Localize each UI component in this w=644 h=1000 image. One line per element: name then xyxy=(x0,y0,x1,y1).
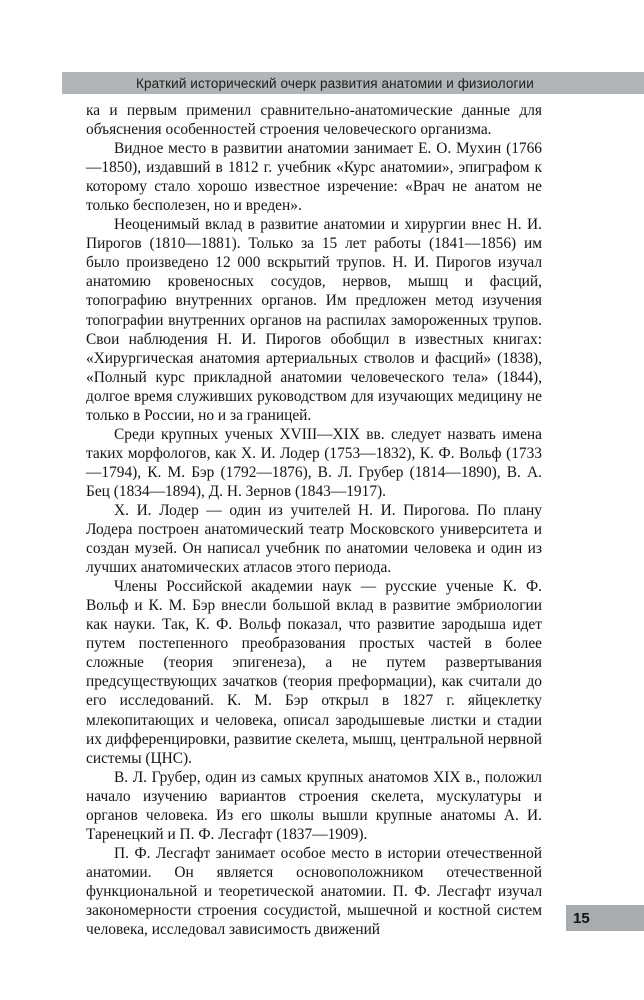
page-body xyxy=(86,101,542,939)
paragraph: Члены Российской академии наук — русские ученые К. Ф. Вольф и К. М. Бэр внесли большой вклад в развитие эмбриологии как науки. Так, К. Ф. Вольф показал, что развитие зародыша идет путем постепенного преобразования простых частей в более сложные (теория эпигенеза), а не путем развертывания предсуществующих зачатков (теория преформации), как считали до его исследований. К. М. Бэр открыл в 1827 г. яйцеклетку млекопитающих и человека, описал зародышевые листки и стадии их дифференцировки, развитие скелета, мышц, центральной нервной системы (ЦНС). xyxy=(86,578,542,767)
paragraph: Среди крупных ученых XVIII—XIX вв. следует назвать имена таких морфологов, как Х. И. Лодер (1753—1832), К. Ф. Вольф (1733—1794), К. М. Бэр (1792—1876), В. Л. Грубер (1814—1890), В. А. Бец (1834—1894), Д. Н. Зернов (1843—1917). xyxy=(86,425,542,500)
paragraph: Неоценимый вклад в развитие анатомии и хирургии внес Н. И. Пирогов (1810—1881). Только за 15 лет работы (1841—1856) им было произведено 12 000 вскрытий трупов. Н. И. Пирогов изучал анатомию кровеносных сосудов, нервов, мышц и фасций, топографию внутренних органов. Им предложен метод изучения топографии внутренних органов на распилах замороженных трупов. Свои наблюдения Н. И. Пирогов обобщил в известных книгах: «Хирургическая анатомия артериальных стволов и фасций» (1838), «Полный курс прикладной анатомии человеческого тела» (1844), долгое время служивших руководством для изучающих медицину не только в России, но и за границей. xyxy=(86,216,542,424)
paragraph: Х. И. Лодер — один из учителей Н. И. Пирогова. По плану Лодера построен анатомический театр Московского университета и создан музей. Он написал учебник по анатомии человека и один из лучших анатомических атласов этого периода. xyxy=(86,501,542,577)
running-header xyxy=(62,72,644,94)
paragraph: Видное место в развитии анатомии занимает Е. О. Мухин (1766—1850), издавший в 1812 г. учебник «Курс анатомии», эпиграфом к которому стало хорошо известное изречение: «Врач не анатом не только бесполезен, но и вреден». xyxy=(86,140,542,215)
page-number-tab xyxy=(566,905,644,931)
page-number: 15 xyxy=(573,909,590,927)
paragraph: П. Ф. Лесгафт занимает особое место в истории отечественной анатомии. Он является основоположником отечественной функциональной и теоретической анатомии. П. Ф. Лесгафт изучал закономерности строения сосудистой, мышечной и костной систем человека, исследовал зависимость движений xyxy=(86,844,542,939)
paragraph: ка и первым применил сравнительно-анатомические данные для объяснения особенностей строения человеческого организма. xyxy=(86,102,542,139)
paragraph: В. Л. Грубер, один из самых крупных анатомов XIX в., положил начало изучению вариантов строения скелета, мускулатуры и органов человека. Из его школы вышли крупные анатомы А. И. Таренецкий и П. Ф. Лесгафт (1837—1909). xyxy=(86,768,542,843)
running-header-title: Краткий исторический очерк развития анатомии и физиологии xyxy=(136,75,534,91)
